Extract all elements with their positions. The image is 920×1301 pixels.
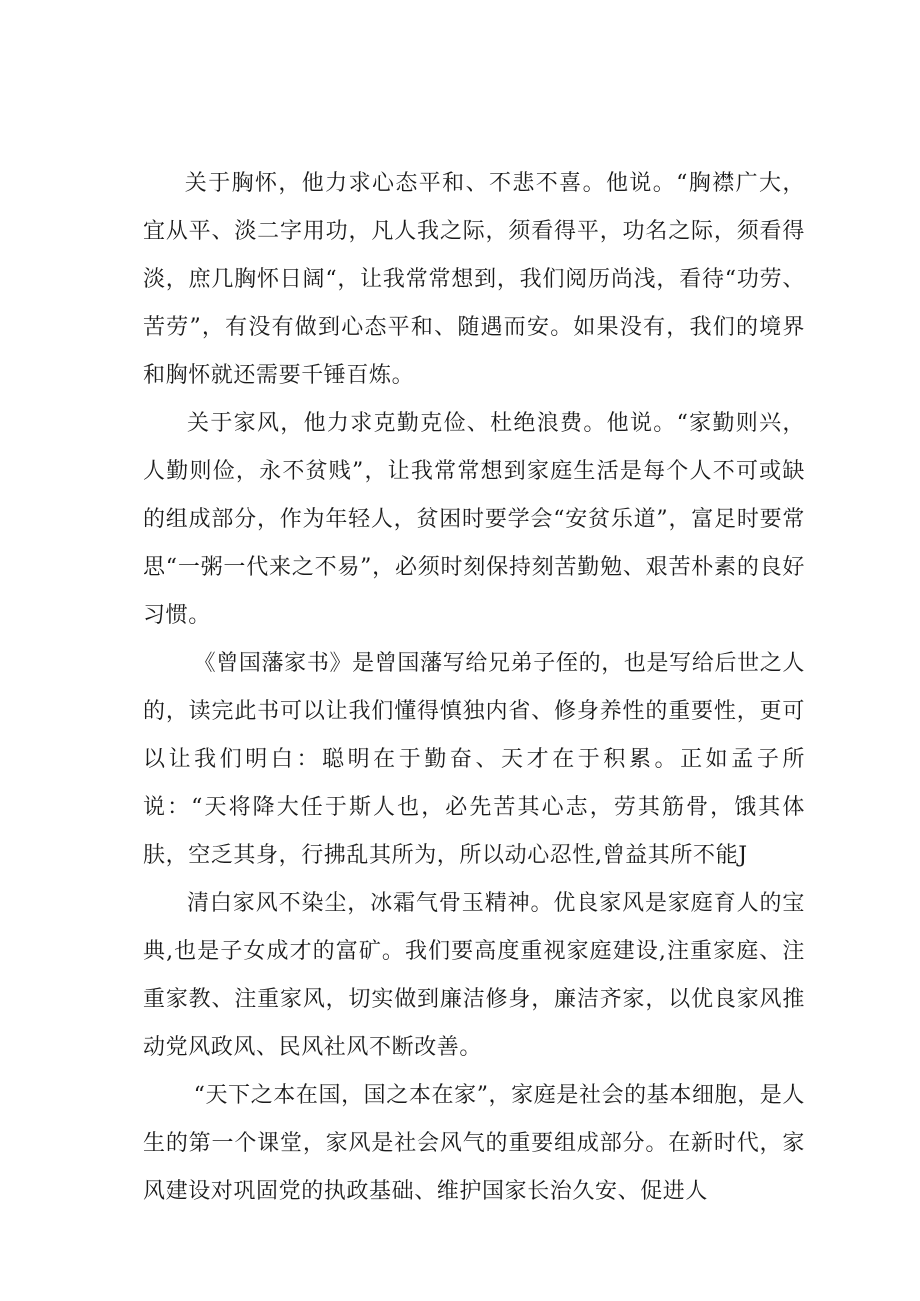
paragraph-chest-mind: 关于胸怀，他力求心态平和、不悲不喜。他说。“胸襟广大，宜从平、淡二字用功，凡人我之际，须看得平，功名之际，须看得淡，庶几胸怀日阔“，让我常常想到，我们阅历尚浅，看待“功劳、苦劳”，有没有做到心态平和、随遇而安。如果没有，我们的境界和胸怀就还需要千锤百炼。 bbox=[143, 171, 805, 388]
paragraph-zeng-guofan-letters: 《曾国藩家书》是曾国藩写给兄弟子侄的，也是写给后世之人的，读完此书可以让我们懂得慎独内省、修身养性的重要性，更可以让我们明白：聪明在于勤奋、天才在于积累。正如孟子所说：“天将降大任于斯人也，必先苦其心志，劳其筋骨，饿其体肤，空乏其身，行拂乱其所为，所以动心忍性,曾益其所不能J bbox=[143, 651, 805, 868]
document-body bbox=[143, 160, 805, 1216]
paragraph-family-and-nation: “天下之本在国，国之本在家”，家庭是社会的基本细胞，是人生的第一个课堂，家风是社会风气的重要组成部分。在新时代，家风建设对巩固党的执政基础、维护国家长治久安、促进人 bbox=[143, 1083, 805, 1204]
paragraph-family-style-thrift: 关于家风，他力求克勤克俭、杜绝浪费。他说。“家勤则兴，人勤则俭，永不贫贱”，让我常常想到家庭生活是每个人不可或缺的组成部分，作为年轻人，贫困时要学会“安贫乐道”，富足时要常思“一粥一代来之不易”，必须时刻保持刻苦勤勉、艰苦朴素的良好习惯。 bbox=[143, 411, 805, 628]
paragraph-clean-family-style: 清白家风不染尘，冰霜气骨玉精神。优良家风是家庭育人的宝典,也是子女成才的富矿。我们要高度重视家庭建设,注重家庭、注重家教、注重家风，切实做到廉洁修身，廉洁齐家，以优良家风推动党风政风、民风社风不断改善。 bbox=[143, 891, 805, 1060]
